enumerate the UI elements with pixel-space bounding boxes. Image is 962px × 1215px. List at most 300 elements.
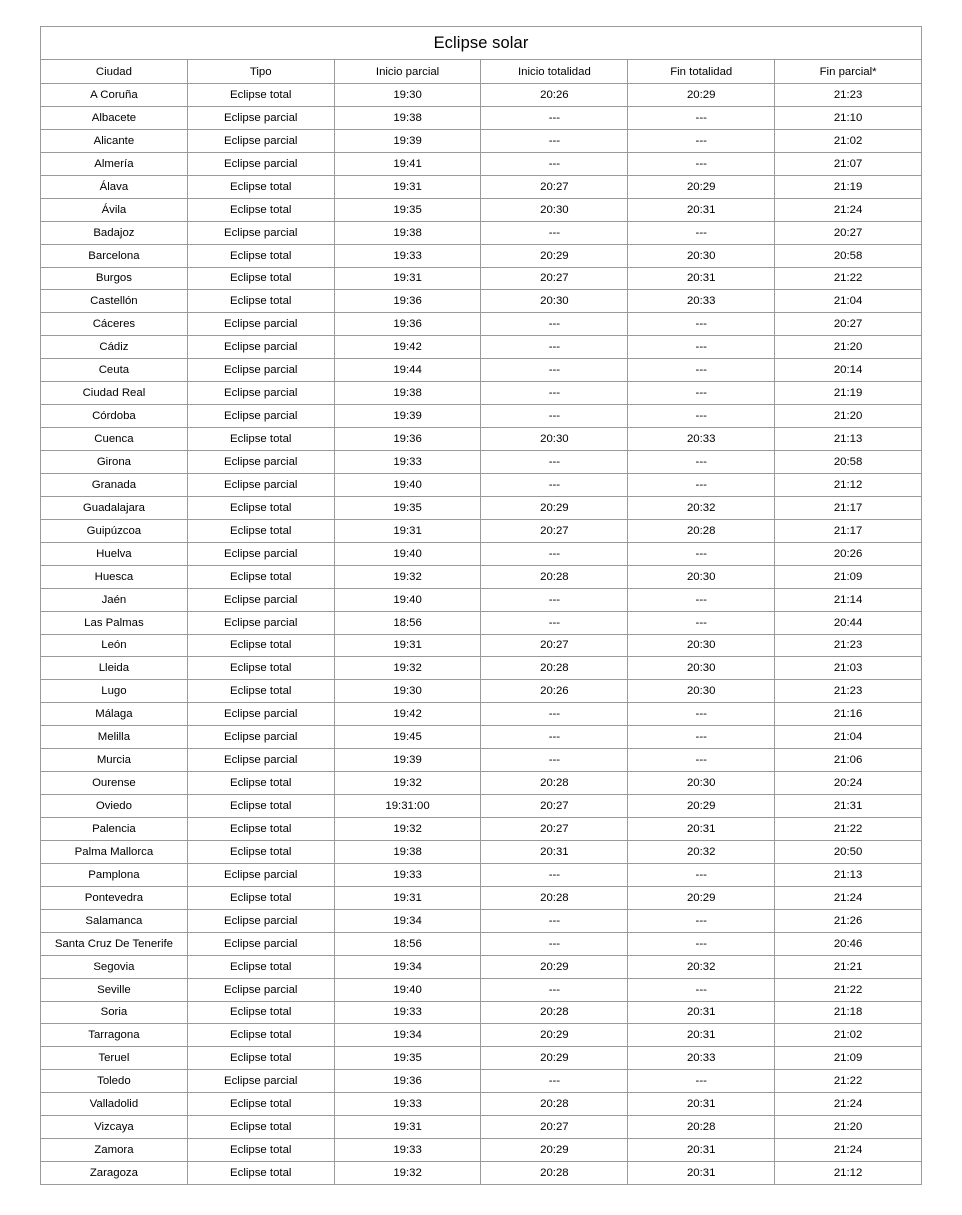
cell-inicio-parcial: 19:41	[334, 152, 481, 175]
cell-fin-parcial: 21:09	[775, 1047, 922, 1070]
column-header-tipo: Tipo	[187, 60, 334, 84]
cell-fin-totalidad: 20:32	[628, 496, 775, 519]
cell-fin-parcial: 20:44	[775, 611, 922, 634]
cell-fin-parcial: 21:14	[775, 588, 922, 611]
cell-ciudad: Ourense	[41, 772, 188, 795]
cell-fin-totalidad: 20:31	[628, 1093, 775, 1116]
cell-fin-parcial: 21:09	[775, 565, 922, 588]
cell-inicio-totalidad: ---	[481, 129, 628, 152]
cell-inicio-parcial: 19:38	[334, 221, 481, 244]
cell-ciudad: Oviedo	[41, 795, 188, 818]
cell-inicio-parcial: 19:31	[334, 1116, 481, 1139]
cell-fin-parcial: 21:31	[775, 795, 922, 818]
cell-tipo: Eclipse total	[187, 634, 334, 657]
cell-fin-totalidad: ---	[628, 542, 775, 565]
table-row	[41, 772, 922, 795]
cell-fin-parcial: 21:24	[775, 1139, 922, 1162]
cell-inicio-totalidad: 20:27	[481, 795, 628, 818]
cell-tipo: Eclipse parcial	[187, 978, 334, 1001]
cell-fin-totalidad: ---	[628, 473, 775, 496]
cell-fin-totalidad: 20:33	[628, 428, 775, 451]
cell-inicio-parcial: 19:42	[334, 336, 481, 359]
cell-fin-totalidad: 20:29	[628, 795, 775, 818]
cell-fin-parcial: 20:26	[775, 542, 922, 565]
table-row	[41, 244, 922, 267]
cell-fin-parcial: 21:20	[775, 405, 922, 428]
cell-inicio-parcial: 19:39	[334, 129, 481, 152]
cell-tipo: Eclipse parcial	[187, 726, 334, 749]
cell-ciudad: Burgos	[41, 267, 188, 290]
cell-ciudad: Granada	[41, 473, 188, 496]
cell-inicio-parcial: 19:31	[334, 634, 481, 657]
cell-tipo: Eclipse total	[187, 244, 334, 267]
cell-fin-parcial: 21:10	[775, 106, 922, 129]
cell-ciudad: Cuenca	[41, 428, 188, 451]
cell-ciudad: Cádiz	[41, 336, 188, 359]
cell-fin-parcial: 21:22	[775, 1070, 922, 1093]
cell-fin-totalidad: 20:28	[628, 519, 775, 542]
cell-tipo: Eclipse total	[187, 1116, 334, 1139]
cell-ciudad: Albacete	[41, 106, 188, 129]
table-row	[41, 1093, 922, 1116]
cell-ciudad: A Coruña	[41, 84, 188, 107]
table-column-header	[41, 60, 922, 84]
column-header-inicio-totalidad: Inicio totalidad	[481, 60, 628, 84]
cell-inicio-totalidad: 20:30	[481, 428, 628, 451]
table-row	[41, 1047, 922, 1070]
cell-ciudad: Pamplona	[41, 863, 188, 886]
cell-inicio-parcial: 19:32	[334, 657, 481, 680]
cell-inicio-totalidad: ---	[481, 152, 628, 175]
cell-inicio-parcial: 19:34	[334, 955, 481, 978]
table-row	[41, 795, 922, 818]
table-row	[41, 932, 922, 955]
cell-tipo: Eclipse parcial	[187, 749, 334, 772]
cell-inicio-parcial: 19:40	[334, 588, 481, 611]
cell-tipo: Eclipse total	[187, 840, 334, 863]
cell-inicio-parcial: 19:33	[334, 1139, 481, 1162]
cell-ciudad: Pontevedra	[41, 886, 188, 909]
table-row	[41, 749, 922, 772]
cell-inicio-totalidad: 20:28	[481, 1093, 628, 1116]
cell-tipo: Eclipse total	[187, 290, 334, 313]
table-row	[41, 359, 922, 382]
table-row	[41, 634, 922, 657]
cell-tipo: Eclipse total	[187, 519, 334, 542]
cell-fin-parcial: 21:03	[775, 657, 922, 680]
cell-ciudad: Huelva	[41, 542, 188, 565]
cell-fin-totalidad: 20:31	[628, 198, 775, 221]
cell-inicio-totalidad: 20:31	[481, 840, 628, 863]
cell-tipo: Eclipse total	[187, 267, 334, 290]
cell-fin-totalidad: ---	[628, 978, 775, 1001]
cell-fin-parcial: 20:58	[775, 244, 922, 267]
cell-fin-parcial: 20:27	[775, 221, 922, 244]
cell-inicio-parcial: 19:38	[334, 840, 481, 863]
cell-inicio-totalidad: ---	[481, 451, 628, 474]
cell-ciudad: Ciudad Real	[41, 382, 188, 405]
cell-inicio-totalidad: ---	[481, 726, 628, 749]
table-row	[41, 106, 922, 129]
cell-inicio-totalidad: ---	[481, 405, 628, 428]
cell-inicio-totalidad: 20:29	[481, 955, 628, 978]
cell-fin-totalidad: 20:33	[628, 1047, 775, 1070]
cell-tipo: Eclipse total	[187, 955, 334, 978]
cell-fin-totalidad: ---	[628, 726, 775, 749]
table-row	[41, 129, 922, 152]
cell-fin-parcial: 21:23	[775, 680, 922, 703]
cell-inicio-totalidad: ---	[481, 382, 628, 405]
cell-ciudad: Lleida	[41, 657, 188, 680]
cell-ciudad: Toledo	[41, 1070, 188, 1093]
cell-fin-parcial: 21:24	[775, 886, 922, 909]
cell-inicio-parcial: 19:40	[334, 542, 481, 565]
cell-fin-totalidad: ---	[628, 221, 775, 244]
cell-inicio-parcial: 19:39	[334, 749, 481, 772]
table-row	[41, 175, 922, 198]
cell-fin-totalidad: 20:32	[628, 840, 775, 863]
cell-inicio-totalidad: 20:28	[481, 565, 628, 588]
cell-fin-parcial: 21:22	[775, 818, 922, 841]
cell-fin-parcial: 20:58	[775, 451, 922, 474]
cell-inicio-totalidad: ---	[481, 313, 628, 336]
table-row	[41, 382, 922, 405]
cell-inicio-parcial: 19:32	[334, 772, 481, 795]
cell-ciudad: Córdoba	[41, 405, 188, 428]
cell-tipo: Eclipse total	[187, 1047, 334, 1070]
cell-ciudad: Tarragona	[41, 1024, 188, 1047]
table-row	[41, 1024, 922, 1047]
table-row	[41, 496, 922, 519]
page-title: Eclipse solar	[41, 27, 922, 60]
cell-fin-totalidad: 20:30	[628, 772, 775, 795]
cell-tipo: Eclipse parcial	[187, 221, 334, 244]
cell-fin-parcial: 21:21	[775, 955, 922, 978]
cell-fin-totalidad: 20:30	[628, 244, 775, 267]
table-row	[41, 588, 922, 611]
cell-ciudad: Vizcaya	[41, 1116, 188, 1139]
cell-inicio-totalidad: 20:28	[481, 1162, 628, 1185]
cell-inicio-totalidad: ---	[481, 473, 628, 496]
cell-fin-parcial: 21:04	[775, 290, 922, 313]
cell-tipo: Eclipse total	[187, 772, 334, 795]
cell-ciudad: Zamora	[41, 1139, 188, 1162]
cell-inicio-totalidad: 20:28	[481, 886, 628, 909]
table-row	[41, 909, 922, 932]
table-row	[41, 519, 922, 542]
cell-inicio-parcial: 19:32	[334, 1162, 481, 1185]
cell-fin-totalidad: 20:30	[628, 680, 775, 703]
cell-ciudad: Segovia	[41, 955, 188, 978]
cell-inicio-totalidad: 20:30	[481, 290, 628, 313]
cell-fin-parcial: 21:16	[775, 703, 922, 726]
cell-fin-totalidad: ---	[628, 382, 775, 405]
table-row	[41, 726, 922, 749]
cell-inicio-totalidad: ---	[481, 863, 628, 886]
cell-inicio-totalidad: ---	[481, 611, 628, 634]
cell-tipo: Eclipse total	[187, 1024, 334, 1047]
cell-tipo: Eclipse total	[187, 428, 334, 451]
cell-inicio-totalidad: ---	[481, 336, 628, 359]
cell-fin-totalidad: ---	[628, 909, 775, 932]
table-row	[41, 657, 922, 680]
cell-ciudad: Alicante	[41, 129, 188, 152]
cell-inicio-parcial: 19:45	[334, 726, 481, 749]
cell-tipo: Eclipse total	[187, 1093, 334, 1116]
cell-tipo: Eclipse total	[187, 818, 334, 841]
cell-fin-totalidad: 20:31	[628, 1162, 775, 1185]
table-row	[41, 405, 922, 428]
table-row	[41, 680, 922, 703]
cell-inicio-totalidad: ---	[481, 221, 628, 244]
cell-ciudad: León	[41, 634, 188, 657]
table-row	[41, 840, 922, 863]
cell-inicio-parcial: 19:30	[334, 680, 481, 703]
table-row	[41, 1116, 922, 1139]
table-row	[41, 611, 922, 634]
cell-inicio-parcial: 19:31	[334, 267, 481, 290]
cell-fin-totalidad: 20:31	[628, 267, 775, 290]
table-row	[41, 290, 922, 313]
table-row	[41, 1001, 922, 1024]
cell-fin-parcial: 21:19	[775, 175, 922, 198]
cell-fin-parcial: 21:22	[775, 978, 922, 1001]
cell-fin-parcial: 21:13	[775, 863, 922, 886]
cell-ciudad: Las Palmas	[41, 611, 188, 634]
table-row	[41, 978, 922, 1001]
cell-inicio-totalidad: 20:29	[481, 1139, 628, 1162]
cell-inicio-parcial: 19:35	[334, 1047, 481, 1070]
table-row	[41, 451, 922, 474]
cell-fin-parcial: 21:26	[775, 909, 922, 932]
cell-inicio-parcial: 19:38	[334, 382, 481, 405]
cell-tipo: Eclipse parcial	[187, 1070, 334, 1093]
cell-tipo: Eclipse total	[187, 565, 334, 588]
cell-fin-totalidad: 20:31	[628, 818, 775, 841]
cell-fin-totalidad: 20:29	[628, 84, 775, 107]
cell-tipo: Eclipse total	[187, 795, 334, 818]
cell-inicio-totalidad: ---	[481, 542, 628, 565]
table-row	[41, 1070, 922, 1093]
cell-inicio-parcial: 19:36	[334, 313, 481, 336]
cell-inicio-parcial: 19:32	[334, 565, 481, 588]
eclipse-solar-table	[40, 26, 922, 1185]
cell-inicio-parcial: 19:31:00	[334, 795, 481, 818]
cell-fin-parcial: 21:02	[775, 1024, 922, 1047]
cell-ciudad: Guipúzcoa	[41, 519, 188, 542]
cell-inicio-totalidad: 20:28	[481, 657, 628, 680]
cell-tipo: Eclipse parcial	[187, 588, 334, 611]
cell-tipo: Eclipse parcial	[187, 909, 334, 932]
cell-inicio-totalidad: 20:27	[481, 267, 628, 290]
cell-fin-parcial: 21:24	[775, 198, 922, 221]
column-header-ciudad: Ciudad	[41, 60, 188, 84]
column-header-fin-totalidad: Fin totalidad	[628, 60, 775, 84]
table-row	[41, 267, 922, 290]
cell-fin-totalidad: 20:32	[628, 955, 775, 978]
cell-tipo: Eclipse total	[187, 1139, 334, 1162]
cell-inicio-parcial: 19:33	[334, 451, 481, 474]
cell-ciudad: Castellón	[41, 290, 188, 313]
cell-fin-totalidad: 20:29	[628, 175, 775, 198]
cell-inicio-parcial: 19:39	[334, 405, 481, 428]
cell-fin-parcial: 21:12	[775, 1162, 922, 1185]
cell-fin-parcial: 20:46	[775, 932, 922, 955]
table-row	[41, 565, 922, 588]
cell-inicio-parcial: 19:33	[334, 863, 481, 886]
cell-tipo: Eclipse total	[187, 1162, 334, 1185]
cell-inicio-parcial: 19:44	[334, 359, 481, 382]
table-row	[41, 221, 922, 244]
cell-tipo: Eclipse parcial	[187, 359, 334, 382]
cell-ciudad: Melilla	[41, 726, 188, 749]
cell-fin-totalidad: ---	[628, 359, 775, 382]
cell-fin-totalidad: 20:30	[628, 657, 775, 680]
cell-tipo: Eclipse parcial	[187, 932, 334, 955]
cell-fin-totalidad: 20:31	[628, 1139, 775, 1162]
cell-ciudad: Málaga	[41, 703, 188, 726]
cell-ciudad: Álava	[41, 175, 188, 198]
cell-inicio-totalidad: 20:30	[481, 198, 628, 221]
cell-fin-parcial: 20:50	[775, 840, 922, 863]
cell-fin-totalidad: 20:30	[628, 565, 775, 588]
cell-fin-totalidad: ---	[628, 129, 775, 152]
cell-fin-totalidad: 20:30	[628, 634, 775, 657]
cell-fin-parcial: 21:20	[775, 336, 922, 359]
cell-tipo: Eclipse parcial	[187, 542, 334, 565]
cell-tipo: Eclipse total	[187, 198, 334, 221]
cell-tipo: Eclipse parcial	[187, 451, 334, 474]
cell-fin-parcial: 21:22	[775, 267, 922, 290]
cell-tipo: Eclipse parcial	[187, 473, 334, 496]
cell-fin-totalidad: ---	[628, 313, 775, 336]
cell-ciudad: Jaén	[41, 588, 188, 611]
cell-inicio-totalidad: 20:27	[481, 1116, 628, 1139]
cell-tipo: Eclipse parcial	[187, 405, 334, 428]
cell-fin-totalidad: ---	[628, 611, 775, 634]
cell-fin-parcial: 21:19	[775, 382, 922, 405]
cell-ciudad: Guadalajara	[41, 496, 188, 519]
table-row	[41, 313, 922, 336]
cell-ciudad: Lugo	[41, 680, 188, 703]
cell-inicio-totalidad: ---	[481, 978, 628, 1001]
cell-inicio-totalidad: ---	[481, 588, 628, 611]
cell-inicio-parcial: 19:36	[334, 1070, 481, 1093]
cell-inicio-parcial: 19:31	[334, 175, 481, 198]
cell-fin-parcial: 20:27	[775, 313, 922, 336]
cell-inicio-parcial: 19:33	[334, 244, 481, 267]
cell-tipo: Eclipse total	[187, 175, 334, 198]
cell-inicio-totalidad: 20:29	[481, 496, 628, 519]
cell-inicio-totalidad: 20:28	[481, 1001, 628, 1024]
table-row	[41, 863, 922, 886]
table-row	[41, 1139, 922, 1162]
cell-inicio-totalidad: 20:27	[481, 519, 628, 542]
cell-ciudad: Murcia	[41, 749, 188, 772]
cell-fin-parcial: 21:12	[775, 473, 922, 496]
column-header-fin-parcial: Fin parcial*	[775, 60, 922, 84]
cell-fin-totalidad: ---	[628, 451, 775, 474]
cell-inicio-parcial: 19:32	[334, 818, 481, 841]
cell-tipo: Eclipse parcial	[187, 382, 334, 405]
table-row	[41, 198, 922, 221]
cell-ciudad: Almería	[41, 152, 188, 175]
cell-tipo: Eclipse parcial	[187, 129, 334, 152]
cell-inicio-totalidad: ---	[481, 703, 628, 726]
cell-ciudad: Cáceres	[41, 313, 188, 336]
cell-inicio-parcial: 19:31	[334, 886, 481, 909]
cell-inicio-parcial: 19:35	[334, 198, 481, 221]
cell-inicio-parcial: 19:34	[334, 1024, 481, 1047]
cell-inicio-totalidad: 20:28	[481, 772, 628, 795]
cell-inicio-parcial: 19:33	[334, 1093, 481, 1116]
cell-fin-parcial: 21:07	[775, 152, 922, 175]
cell-inicio-totalidad: 20:27	[481, 818, 628, 841]
cell-inicio-parcial: 19:35	[334, 496, 481, 519]
cell-ciudad: Valladolid	[41, 1093, 188, 1116]
cell-inicio-parcial: 19:42	[334, 703, 481, 726]
cell-inicio-totalidad: ---	[481, 106, 628, 129]
cell-fin-totalidad: ---	[628, 405, 775, 428]
cell-ciudad: Ceuta	[41, 359, 188, 382]
table-row	[41, 428, 922, 451]
table-row	[41, 473, 922, 496]
cell-inicio-parcial: 19:33	[334, 1001, 481, 1024]
cell-fin-totalidad: ---	[628, 863, 775, 886]
cell-fin-totalidad: 20:29	[628, 886, 775, 909]
table-row	[41, 84, 922, 107]
cell-tipo: Eclipse total	[187, 84, 334, 107]
table-row	[41, 152, 922, 175]
cell-tipo: Eclipse parcial	[187, 863, 334, 886]
cell-fin-totalidad: ---	[628, 106, 775, 129]
cell-ciudad: Salamanca	[41, 909, 188, 932]
cell-fin-totalidad: ---	[628, 932, 775, 955]
cell-ciudad: Barcelona	[41, 244, 188, 267]
table-head	[41, 27, 922, 60]
table-row	[41, 955, 922, 978]
cell-fin-totalidad: 20:31	[628, 1024, 775, 1047]
table-row	[41, 886, 922, 909]
cell-tipo: Eclipse total	[187, 886, 334, 909]
cell-fin-parcial: 21:23	[775, 634, 922, 657]
cell-inicio-totalidad: 20:29	[481, 1024, 628, 1047]
cell-inicio-parcial: 18:56	[334, 932, 481, 955]
cell-fin-totalidad: 20:28	[628, 1116, 775, 1139]
cell-fin-parcial: 21:06	[775, 749, 922, 772]
cell-ciudad: Badajoz	[41, 221, 188, 244]
cell-fin-totalidad: ---	[628, 749, 775, 772]
cell-fin-totalidad: 20:31	[628, 1001, 775, 1024]
cell-fin-totalidad: 20:33	[628, 290, 775, 313]
cell-ciudad: Santa Cruz De Tenerife	[41, 932, 188, 955]
cell-tipo: Eclipse parcial	[187, 313, 334, 336]
cell-tipo: Eclipse total	[187, 680, 334, 703]
cell-ciudad: Girona	[41, 451, 188, 474]
cell-tipo: Eclipse parcial	[187, 106, 334, 129]
cell-fin-totalidad: ---	[628, 336, 775, 359]
cell-fin-totalidad: ---	[628, 152, 775, 175]
table-row	[41, 1162, 922, 1185]
cell-inicio-parcial: 19:38	[334, 106, 481, 129]
cell-fin-parcial: 21:04	[775, 726, 922, 749]
cell-tipo: Eclipse total	[187, 1001, 334, 1024]
column-header-inicio-parcial: Inicio parcial	[334, 60, 481, 84]
cell-inicio-totalidad: ---	[481, 359, 628, 382]
cell-fin-parcial: 21:17	[775, 496, 922, 519]
cell-inicio-totalidad: 20:29	[481, 244, 628, 267]
cell-tipo: Eclipse total	[187, 657, 334, 680]
